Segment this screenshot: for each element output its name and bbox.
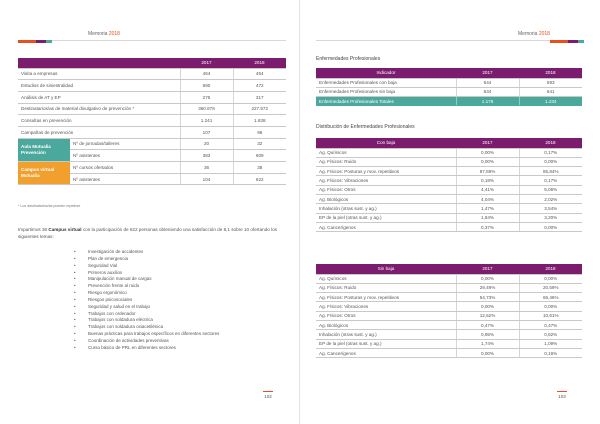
row-label: Ag. Físicos: Vibraciones <box>316 176 456 185</box>
value-2017: 87,69% <box>456 167 519 176</box>
table-row <box>316 167 582 176</box>
table-row <box>316 283 582 292</box>
table-row <box>18 162 286 174</box>
header-cell-2018: 2018 <box>519 138 582 148</box>
value-2017: 275 <box>180 91 233 103</box>
accent-teal <box>46 40 52 43</box>
value-2017: 0,00% <box>456 274 519 283</box>
accent-purple <box>568 40 578 43</box>
table-header-row <box>18 58 286 68</box>
table-row <box>316 222 582 231</box>
value-2018: 0,17% <box>519 148 582 157</box>
list-item: • Trabajos con soldadura oxiacetilénica <box>74 324 219 331</box>
value-2018: 1,09% <box>519 339 582 348</box>
list-item: • Primeros auxilios <box>74 270 219 277</box>
table-row <box>316 185 582 194</box>
page-number: 102 <box>264 394 272 399</box>
row-label: Ag. Físicos: Posturas y mov. repetitivos <box>316 167 456 176</box>
group-label: Campus virtual Mutualia <box>18 162 70 185</box>
right-page <box>300 0 600 424</box>
row-label: Nº asistentes <box>70 150 180 162</box>
header-cell-sin-baja: Sin baja <box>316 264 456 274</box>
value-2017: 4,04% <box>456 194 519 203</box>
intro-before: Impartimos 36 <box>18 227 49 232</box>
value-2018: 3,54% <box>519 204 582 213</box>
list-item: • Investigación de accidentes <box>74 249 219 256</box>
value-2017: 1.178 <box>456 97 519 106</box>
sin-baja-table-body <box>316 274 582 358</box>
table-row <box>18 91 286 103</box>
row-label: Ag. Químicos <box>316 274 456 283</box>
value-2018: 1.638 <box>233 115 286 127</box>
value-2018: 0,16% <box>519 348 582 357</box>
header-accent <box>550 39 584 42</box>
list-item: • Coordinación de actividades preventivas <box>74 338 219 345</box>
campus-intro <box>18 226 286 240</box>
value-2017: 1,47% <box>456 204 519 213</box>
table-row <box>18 103 286 115</box>
value-2017: 20 <box>180 138 233 150</box>
table-row <box>316 330 582 339</box>
header-cell-2017: 2017 <box>456 264 519 274</box>
row-label: EP de la piel (otras sust. y ag.) <box>316 213 456 222</box>
ep-table-body <box>316 78 582 106</box>
distribution-title: Distribución de Enfermedades Profesionales <box>316 124 415 130</box>
con-baja-table <box>316 138 582 232</box>
list-item: • Plan de emergencia <box>74 256 219 263</box>
con-baja-table-body <box>316 148 582 232</box>
row-label: Ag. Físicos: Posturas y mov. repetitivos <box>316 293 456 302</box>
row-label: Destinatarios/as de material divulgativo de prevención * <box>18 103 180 115</box>
value-2017: 104 <box>180 173 233 185</box>
row-label: Estudios de siniestralidad <box>18 80 180 92</box>
topics-list <box>74 249 219 352</box>
header-cell-2017: 2017 <box>456 68 519 78</box>
table-row <box>316 87 582 96</box>
value-2018: 85,84% <box>519 167 582 176</box>
row-label: Campañas de prevención <box>18 126 180 138</box>
value-2018: 2,02% <box>519 194 582 203</box>
table-row <box>316 176 582 185</box>
value-2018: 0,17% <box>519 176 582 185</box>
page-header <box>88 31 120 37</box>
value-2017: 0,47% <box>456 320 519 329</box>
value-2018: 641 <box>519 87 582 96</box>
ep-indicators-table <box>316 68 582 106</box>
page-number-bar <box>557 391 567 392</box>
value-2018: 3,20% <box>519 213 582 222</box>
row-label: Ag. Físicos: Ruido <box>316 283 456 292</box>
value-2018: 0,00% <box>519 302 582 311</box>
page-number-bar <box>263 391 273 392</box>
value-2017: 1.241 <box>180 115 233 127</box>
value-2018: 5,06% <box>519 185 582 194</box>
table-row <box>316 339 582 348</box>
table-row <box>316 213 582 222</box>
value-2017: 1,74% <box>456 339 519 348</box>
row-label: Ag. Cancerígenos <box>316 348 456 357</box>
table-row <box>18 80 286 92</box>
row-label: Ag. Biológicos <box>316 320 456 329</box>
accent-purple <box>36 40 46 43</box>
row-label: Nº asistentes <box>70 173 180 185</box>
accent-teal <box>578 40 584 43</box>
list-item: • Trabajos con ordenador <box>74 311 219 318</box>
accent-orange <box>550 40 568 43</box>
table-row <box>316 78 582 87</box>
value-2017: 690 <box>180 80 233 92</box>
list-item: • Buenas prácticas para trabajos específicos en diferentes sectores <box>74 331 219 338</box>
table-row <box>316 194 582 203</box>
row-label: Análisis de AT y EP <box>18 91 180 103</box>
value-2017: 634 <box>456 87 519 96</box>
intro-bold: Campus virtual <box>48 227 82 232</box>
header-cell-2017: 2017 <box>456 138 519 148</box>
table-row <box>316 302 582 311</box>
value-2017: 0,00% <box>456 302 519 311</box>
row-label: Ag. Cancerígenos <box>316 222 456 231</box>
table-row <box>18 115 286 127</box>
value-2018: 317 <box>233 91 286 103</box>
header-accent <box>18 39 52 42</box>
row-label: Enfermedades Profesionales con baja <box>316 78 456 87</box>
table-row <box>316 293 582 302</box>
value-2017: 107 <box>180 126 233 138</box>
list-item: • Riesgos psicosociales <box>74 297 219 304</box>
row-label: Ag. Físicos: Otros <box>316 185 456 194</box>
header-rule <box>316 40 584 41</box>
table-row <box>316 274 582 283</box>
intro-after: con la participación de 622 personas obteniendo una satisfacción de 8,1 sobre 10 ofertando los siguientes temas: <box>18 227 277 239</box>
row-label: Nº de jornadas/talleres <box>70 138 180 150</box>
row-label: Enfermedades Profesionales Totales <box>316 97 456 106</box>
value-2018: 454 <box>233 68 286 80</box>
row-label: Ag. Biológicos <box>316 194 456 203</box>
table-header-row <box>316 68 582 78</box>
list-item: • Manipulación manual de cargas <box>74 276 219 283</box>
row-label: EP de la piel (otras sust. y ag.) <box>316 339 456 348</box>
header-label: Memoria <box>88 31 108 37</box>
value-2017: 36 <box>180 162 233 174</box>
value-2018: 227.572 <box>233 103 286 115</box>
row-label: Enfermedades Profesionales sin baja <box>316 87 456 96</box>
value-2018: 472 <box>233 80 286 92</box>
table-header-row <box>316 138 582 148</box>
table-row <box>316 157 582 166</box>
list-item: • Curso básico de PRL en diferentes sectores <box>74 345 219 352</box>
value-2017: 0,00% <box>456 148 519 157</box>
table-row <box>316 320 582 329</box>
header-cell-2018: 2018 <box>233 58 286 68</box>
header-year: 2018 <box>108 31 120 37</box>
value-2018: 609 <box>233 150 286 162</box>
value-2018: 0,62% <box>519 330 582 339</box>
table-row <box>18 126 286 138</box>
row-label: Ag. Físicos: Vibraciones <box>316 302 456 311</box>
value-2017: 1,84% <box>456 213 519 222</box>
table-row <box>18 68 286 80</box>
value-2017: 0,00% <box>456 157 519 166</box>
value-2017: 0,00% <box>456 348 519 357</box>
value-2018: 0,47% <box>519 320 582 329</box>
row-label: Inhalación (otras sust. y ag.) <box>316 330 456 339</box>
value-2018: 10,61% <box>519 311 582 320</box>
header-cell-2017: 2017 <box>180 58 233 68</box>
value-2017: 544 <box>456 78 519 87</box>
header-label: Memoria <box>518 31 538 37</box>
header-year: 2018 <box>538 31 550 37</box>
row-label: Visita a empresas <box>18 68 180 80</box>
value-2018: 20,59% <box>519 283 582 292</box>
value-2017: 383 <box>180 150 233 162</box>
value-2017: 360.678 <box>180 103 233 115</box>
value-2017: 29,49% <box>456 283 519 292</box>
row-label: Inhalación (otras sust. y ag.) <box>316 204 456 213</box>
value-2018: 0,00% <box>519 274 582 283</box>
stats-table-body <box>18 68 286 185</box>
list-item: • Prevención frente al ruido <box>74 283 219 290</box>
header-rule <box>18 40 286 41</box>
value-2018: 1.234 <box>519 97 582 106</box>
value-2018: 593 <box>519 78 582 87</box>
footnote: * Los destinatarios/as pueden repetirse <box>18 204 81 208</box>
value-2018: 96 <box>233 126 286 138</box>
accent-orange <box>18 40 36 43</box>
header-cell-con-baja: Con baja <box>316 138 456 148</box>
table-row <box>316 204 582 213</box>
group-label: Aula Mutualia Prevención <box>18 138 70 161</box>
table-row <box>316 348 582 357</box>
value-2018: 0,00% <box>519 157 582 166</box>
header-cell-empty <box>18 58 180 68</box>
row-label: Ag. Físicos: Otros <box>316 311 456 320</box>
value-2018: 32 <box>233 138 286 150</box>
sin-baja-table <box>316 264 582 358</box>
list-item: • Trabajos con soldadura eléctrica <box>74 317 219 324</box>
list-item: • Riesgo ergonómico <box>74 290 219 297</box>
value-2017: 4,41% <box>456 185 519 194</box>
row-label: Consultas en prevención <box>18 115 180 127</box>
table-row <box>316 311 582 320</box>
value-2017: 0,37% <box>456 222 519 231</box>
table-row <box>18 138 286 150</box>
value-2017: 0,95% <box>456 330 519 339</box>
row-label: Ag. Físicos: Ruido <box>316 157 456 166</box>
value-2017: 12,62% <box>456 311 519 320</box>
page-header <box>518 31 550 37</box>
value-2018: 622 <box>233 173 286 185</box>
value-2018: 38 <box>233 162 286 174</box>
list-item: • Seguridad y salud en el trabajo <box>74 304 219 311</box>
table-row <box>316 148 582 157</box>
header-cell-2018: 2018 <box>519 68 582 78</box>
header-cell-2018: 2018 <box>519 264 582 274</box>
prevention-stats-table <box>18 58 286 185</box>
value-2017: 464 <box>180 68 233 80</box>
header-cell-indicador: Indicador <box>316 68 456 78</box>
page-number: 103 <box>558 394 566 399</box>
row-label: Ag. Químicos <box>316 148 456 157</box>
ep-section-title: Enfermedades Profesionales <box>316 56 381 62</box>
value-2018: 66,46% <box>519 293 582 302</box>
value-2018: 0,00% <box>519 222 582 231</box>
value-2017: 0,18% <box>456 176 519 185</box>
total-row <box>316 97 582 106</box>
value-2017: 54,73% <box>456 293 519 302</box>
table-header-row <box>316 264 582 274</box>
row-label: Nº cursos ofertados <box>70 162 180 174</box>
list-item: • Seguridad Vial <box>74 263 219 270</box>
